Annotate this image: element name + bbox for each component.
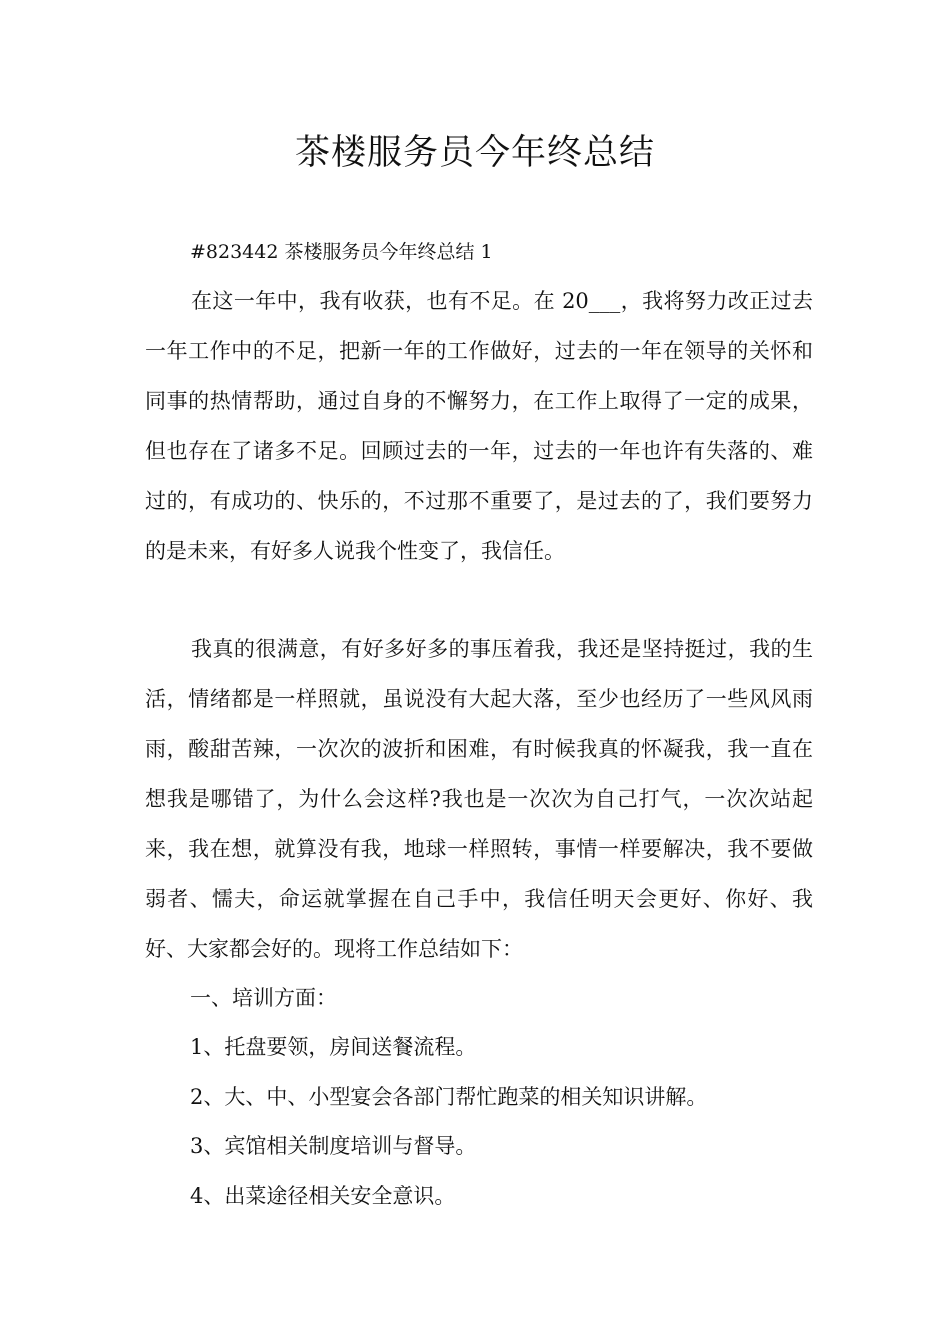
paragraph-intro: 在这一年中，我有收获，也有不足。在 20___，我将努力改正过去一年工作中的不足，把新一年的工作做好，过去的一年在领导的关怀和同事的热情帮助，通过自身的不懈努力，在工作上取得了一定的成果，但也存在了诸多不足。回顾过去的一年，过去的一年也许有失落的、难过的，有成功的、快乐的，不过那不重要了，是过去的了，我们要努力的是未来，有好多人说我个性变了，我信任。: [145, 289, 813, 563]
list-item: 4、出菜途径相关安全意识。: [190, 1184, 456, 1208]
paragraph-reflection: 我真的很满意，有好多好多的事压着我，我还是坚持挺过，我的生活，情绪都是一样照就，虽说没有大起大落，至少也经历了一些风风雨雨，酸甜苦辣，一次次的波折和困难，有时候我真的怀凝我，我一直在想我是哪错了，为什么会这样?我也是一次次为自己打气，一次次站起来，我在想，就算没有我，地球一样照转，事情一样要解决，我不要做弱者、懦夫，命运就掌握在自己手中，我信任明天会更好、你好、我好、大家都会好的。现将工作总结如下：: [145, 637, 813, 961]
list-item: 3、宾馆相关制度培训与督导。: [190, 1134, 477, 1158]
list-item: 2、大、中、小型宴会各部门帮忙跑菜的相关知识讲解。: [190, 1085, 708, 1109]
document-subtitle: #823442 茶楼服务员今年终总结 1: [190, 241, 493, 263]
section-heading-training: 一、培训方面：: [190, 986, 337, 1010]
list-item: 1、托盘要领，房间送餐流程。: [190, 1035, 477, 1059]
document-title: 茶楼服务员今年终总结: [294, 133, 655, 173]
